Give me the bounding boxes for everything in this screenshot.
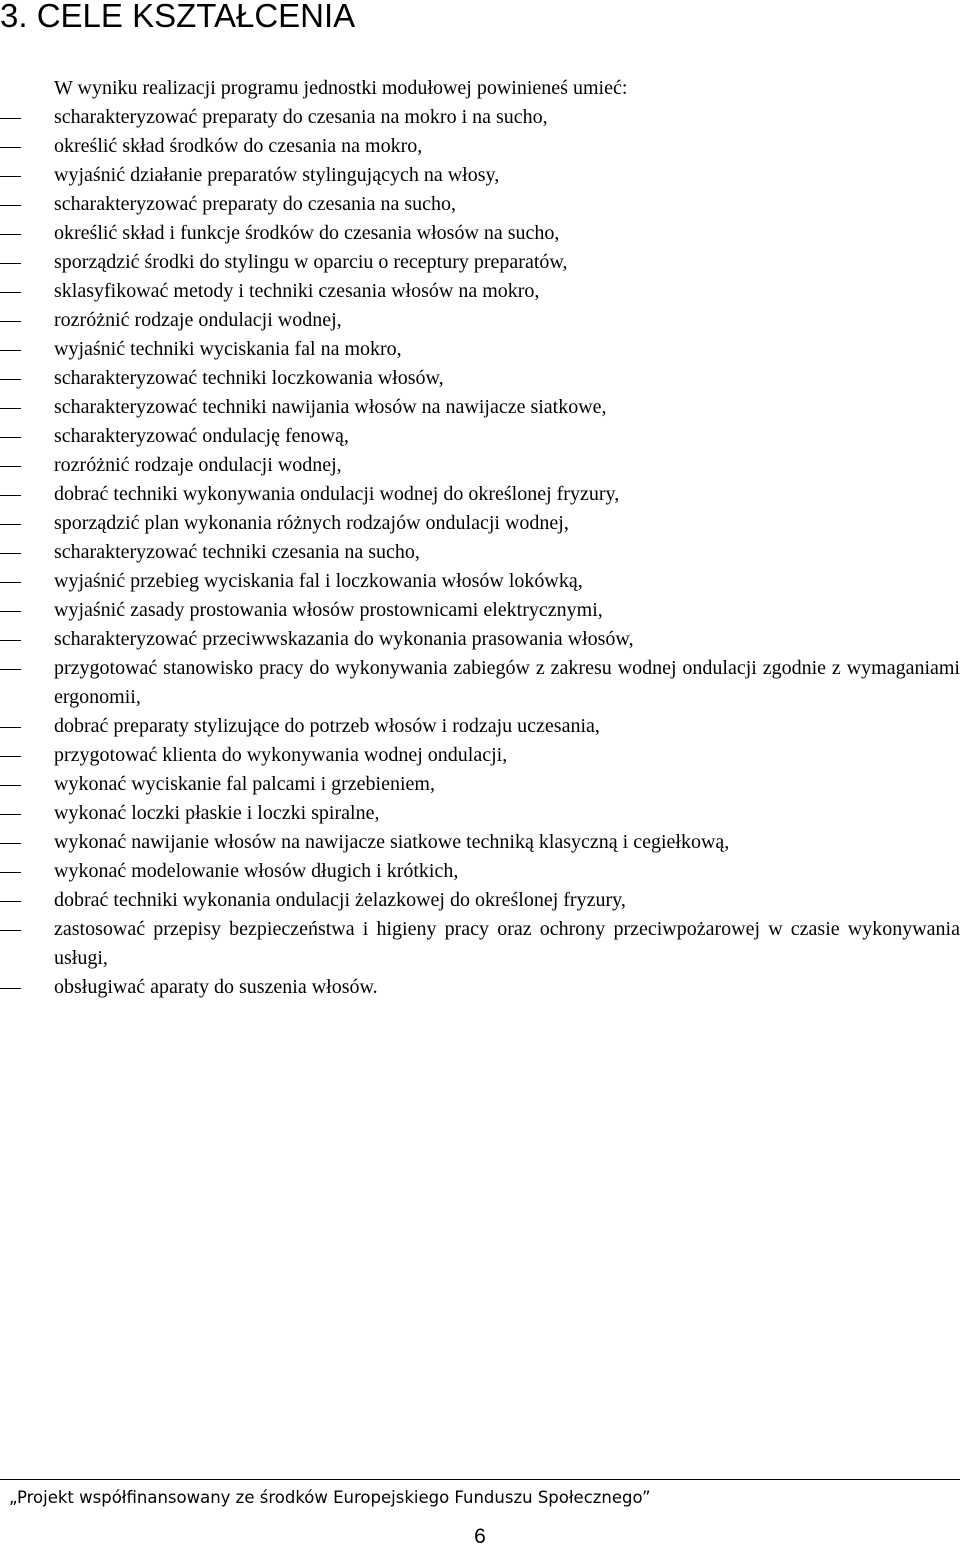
objective-text: rozróżnić rodzaje ondulacji wodnej, [54,309,342,331]
objective-item [0,712,960,741]
objective-item [0,422,960,451]
objective-item [0,625,960,654]
objective-text: określić skład i funkcje środków do czesania włosów na sucho, [54,222,560,244]
objective-text: wykonać nawijanie włosów na nawijacze siatkowe techniką klasyczną i cegiełkową, [54,831,730,853]
objective-item [0,915,960,973]
objective-item [0,799,960,828]
objective-item [0,480,960,509]
objective-text: sklasyfikować metody i techniki czesania włosów na mokro, [54,280,540,302]
objective-text: scharakteryzować techniki nawijania włosów na nawijacze siatkowe, [54,396,607,418]
objective-text: dobrać techniki wykonania ondulacji żelazkowej do określonej fryzury, [54,889,626,911]
objective-item [0,248,960,277]
objective-item [0,132,960,161]
objective-text: dobrać preparaty stylizujące do potrzeb włosów i rodzaju uczesania, [54,715,600,737]
objective-text: scharakteryzować techniki czesania na sucho, [54,541,420,563]
objective-item [0,857,960,886]
intro-text: W wyniku realizacji programu jednostki modułowej powinieneś umieć: [54,77,628,99]
objective-text: scharakteryzować preparaty do czesania na sucho, [54,193,457,215]
objective-text: scharakteryzować ondulację fenową, [54,425,349,447]
objective-item [0,654,960,712]
footer-divider [0,1479,960,1480]
objective-item [0,973,960,1002]
objective-text: dobrać techniki wykonywania ondulacji wodnej do określonej fryzury, [54,483,620,505]
objective-item [0,828,960,857]
objective-item [0,451,960,480]
footer-text: „Projekt współfinansowany ze środków Europejskiego Funduszu Społecznego” [9,1488,651,1507]
objectives-list [0,103,960,1002]
objective-text: sporządzić środki do stylingu w oparciu o receptury preparatów, [54,251,568,273]
objective-text: scharakteryzować techniki loczkowania włosów, [54,367,444,389]
objective-item [0,393,960,422]
objective-text: scharakteryzować preparaty do czesania na mokro i na sucho, [54,106,548,128]
objective-item [0,538,960,567]
objective-text: przygotować klienta do wykonywania wodnej ondulacji, [54,744,508,766]
objective-item [0,190,960,219]
objective-text: rozróżnić rodzaje ondulacji wodnej, [54,454,342,476]
objective-text: wyjaśnić techniki wyciskania fal na mokro, [54,338,402,360]
objective-item [0,364,960,393]
objective-text: obsługiwać aparaty do suszenia włosów. [54,976,378,998]
objective-text: zastosować przepisy bezpieczeństwa i higieny pracy oraz ochrony przeciwpożarowej w czasie wykonywania usługi, [54,918,960,969]
objective-item [0,219,960,248]
objective-text: wyjaśnić przebieg wyciskania fal i loczkowania włosów lokówką, [54,570,583,592]
objective-item [0,277,960,306]
page-number: 6 [474,1525,486,1548]
objective-item [0,567,960,596]
objective-item [0,741,960,770]
objectives-section [0,74,960,1002]
objective-item [0,161,960,190]
objective-item [0,886,960,915]
objective-text: wyjaśnić działanie preparatów stylingujących na włosy, [54,164,500,186]
objective-text: przygotować stanowisko pracy do wykonywania zabiegów z zakresu wodnej ondulacji zgodnie z wymaganiami ergonomii, [54,657,960,708]
objective-text: wykonać wyciskanie fal palcami i grzebieniem, [54,773,435,795]
objective-item [0,770,960,799]
objective-item [0,335,960,364]
section-heading: 3. CELE KSZTAŁCENIA [0,0,356,34]
objective-text: wykonać loczki płaskie i loczki spiralne, [54,802,380,824]
objective-item [0,103,960,132]
objective-text: wykonać modelowanie włosów długich i krótkich, [54,860,459,882]
objective-text: scharakteryzować przeciwwskazania do wykonania prasowania włosów, [54,628,634,650]
objective-text: sporządzić plan wykonania różnych rodzajów ondulacji wodnej, [54,512,569,534]
objective-text: wyjaśnić zasady prostowania włosów prostownicami elektrycznymi, [54,599,603,621]
objective-item [0,306,960,335]
objective-text: określić skład środków do czesania na mokro, [54,135,423,157]
objective-item [0,596,960,625]
objective-item [0,509,960,538]
